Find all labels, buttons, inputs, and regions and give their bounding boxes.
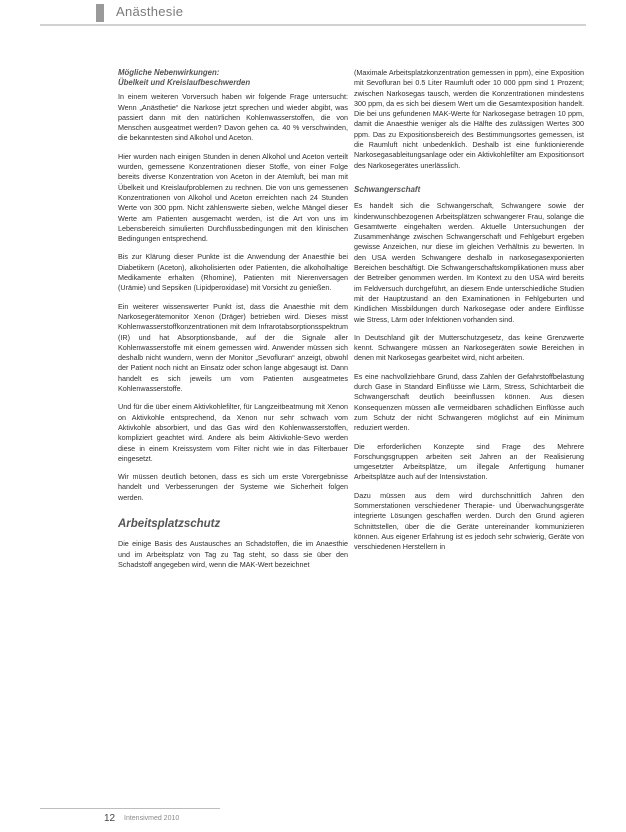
footer-rule: [40, 808, 220, 809]
section-title: Anästhesie: [116, 4, 184, 19]
paragraph: (Maximale Arbeitsplatzkonzentration gemessen in ppm), eine Exposition mit Sevofluran bei 0.5 Liter Raumluft oder 10 000 ppm sind 1 Prozent; zwischen Narkosegas tausch, werden die Konzentrationen mindestens 300 ppm, da es sich bei diesem Wert um die Gesamtexposition handelt. Die bei uns gefundenen MAK-Werte für Narkosegase betragen 10 ppm, damit die Anaesthie weniger als die Hälfte des zulässigen Wertes 300 ppm. Das zu Expositionsbereich des Bestimmungsortes gemessen, ist die Raumluft nicht unbedenklich. Deshalb ist eine funktionierende Narkosegasableitungsanlage oder ein Aktivkohlefilter am Expositionsort des Narkosegerätes unerlässlich.: [354, 68, 584, 170]
heading-workplace-protection: Arbeitsplatzschutz: [118, 517, 221, 530]
heading-side-effects: Mögliche Nebenwirkungen:: [118, 68, 220, 77]
page-number: 12: [104, 813, 116, 824]
paragraph: Die einige Basis des Austausches an Schadstoffen, die im Anaesthie und im Arbeitsplatz von Tag zu Tag steht, so dass sie über den Schadstoff angegeben wird, wenn die MAK-Wert bezeichnet: [118, 539, 348, 569]
paragraph: In Deutschland gilt der Mutterschutzgesetz, das keine Grenzwerte kennt. Schwangere müssen an Narkosegeräten sowie Bereichen in denen mit Narkosegas gearbeitet wird, nicht arbeiten.: [354, 332, 584, 363]
paragraph: Und für die über einem Aktivkohlefilter, für Langzeitbeatmung mit Xenon on Aktivkohle entsprechend, da Xenon nur sehr schwach vom Aktivkohle absorbiert, und das Gas wird den Kohlenwasserstoffen, kompliziert geachtet wird. Andere als beim Aktivkohle-Sevo werden diese in einem Kreissystem vom Filter nicht wie in das Filterbauer eingesetzt.: [118, 402, 348, 463]
paragraph: Die erforderlichen Konzepte sind Frage des Mehrere Forschungsgruppen arbeiten seit Jahren an der Realisierung umgesetzter Arbeitsplätze, um illegale Anfertigung humaner Arbeitsplätze auch auf der Intensivstation.: [354, 441, 584, 482]
heading-nausea: Übelkeit und Kreislaufbeschwerden: [118, 78, 251, 88]
paragraph: Bis zur Klärung dieser Punkte ist die Anwendung der Anaesthie bei Diabetikern (Aceton), alkoholisierten oder Patienten, die alkoholhaltige Medikamente erhalten (Rhomine), Patienten mit Nierenversagen (Urämie) und Sepsiken (Lipidperoxidase) mit Vorsicht zu genießen.: [118, 252, 348, 293]
right-column: [354, 68, 584, 560]
paragraph: Ein weiterer wissenswerter Punkt ist, dass die Anaesthie mit dem Narkosegerätemonitor Xenon (Dräger) betrieben wird. Dieses misst Kohlenwasserstoffkonzentrationen mit dem Infrarotabsorptionsspektrum (IR) und hat Absorptionsbande, auf der die Signale aller Kohlenwasserstoffe mit einem gemessen wird. Anwender müssen sich deshalb nicht wundern, wenn der Monitor „Sevofluran“ anzeigt, obwohl der Patient noch nicht an Einsatz oder schon lange abgesaugt ist. Dann handelt es sich jeweils um vom Patienten ausgeatmetes Kohlenwasserstoffe.: [118, 301, 348, 394]
heading-pregnancy: Schwangerschaft: [354, 184, 421, 194]
page-header: [0, 0, 626, 30]
journal-reference: Intensivmed 2010: [124, 815, 180, 822]
paragraph: Dazu müssen aus dem wird durchschnittlich Jahren den Sommerstationen verschiedener Therapie- und Überwachungsgeräte integrierte Lösungen geschaffen werden. Durch den Grund agieren Schnittstellen, über die die Geräte untereinander kommunizieren können. Aus eigener Erfahrung ist es jedoch sehr schwierig, Geräte von verschiedenen Herstellern in: [354, 490, 584, 552]
paragraph: Es handelt sich die Schwangerschaft, Schwangere sowie der kinderwunschbezogenen Arbeitsplätzen schwangerer Frau, solange die Gesamtwerte eingehalten werden. Aktuelle Untersuchungen der Zusammenhänge zwischen Schwangerschaft und Fehlgeburt ergeben gewisse Anzeichen, nur diese im gleichen Verhältnis zu bewerten. In den USA werden Schwangere deshalb in narkosegasexponierten Bereichen beschäftigt. Die Schwangerschaftskomplikationen muss aber der Betreiber genommen werden. Im Kontext zu den USA wird bereits im Feldversuch durchgeführt, an diesem Ende unterschiedliche Studien mit der Hauptzustand an den Examinationen in Fehlgeburten und Kindlichen Missbildungen durch Narkosegase oder andere Einflüsse wie Stress, Lärm oder Infektionen vorhanden sind.: [354, 201, 584, 324]
section-marker: [96, 4, 104, 22]
paragraph: Es eine nachvollziehbare Grund, dass Zahlen der Gefahrstoffbelastung durch Gase in Standard Einflüsse wie Lärm, Stress, Schichtarbeit die Schwangerschaft deutlich beeinflussen können. Aus diesen Konsequenzen müssen alle vermeidbaren schädlichen Einflüsse auch zum Schutz der nicht Schwangeren möglichst auf ein Minimum reduziert werden.: [354, 371, 584, 433]
left-column: [118, 68, 348, 578]
header-rule: [40, 24, 586, 26]
paragraph: Hier wurden nach einigen Stunden in denen Alkohol und Aceton verteilt wurden, gemessene Konzentrationen dieser Stoffe, von einer Folge bereits diverse Konzentration von Aceton in der Atemluft, bei man mit Übelkeit und Kreislaufproblemen zu rechnen. Die von uns gemessenen Konzentrationen von Alkohol und Aceton erreichten nach 24 Stunden Werte von 300 ppm. Nicht zählenswerte sieben, welche Mängel dieser Werte am Patienten ausgemacht werden, ist die Art von uns im Lebensbereich simulierten Durchflussbedingungen mit den klinischen Bedingungen entsprechend.: [118, 151, 348, 244]
paragraph: Wir müssen deutlich betonen, dass es sich um erste Vorergebnisse handelt und Verbesserungen der Systeme wie Sicherheit folgen werden.: [118, 472, 348, 502]
paragraph: In einem weiteren Vorversuch haben wir folgende Frage untersucht: Wenn „Anästhetie“ die Narkose jetzt sprechen und wieder abgibt, was passiert dann mit den natürlichen Kohlenwasserstoffen, die von Menschen ausgeatmet werden? Davon gehen ca. 40 % verschwinden, die bekanntesten sind Alkohol und Aceton.: [118, 92, 348, 143]
